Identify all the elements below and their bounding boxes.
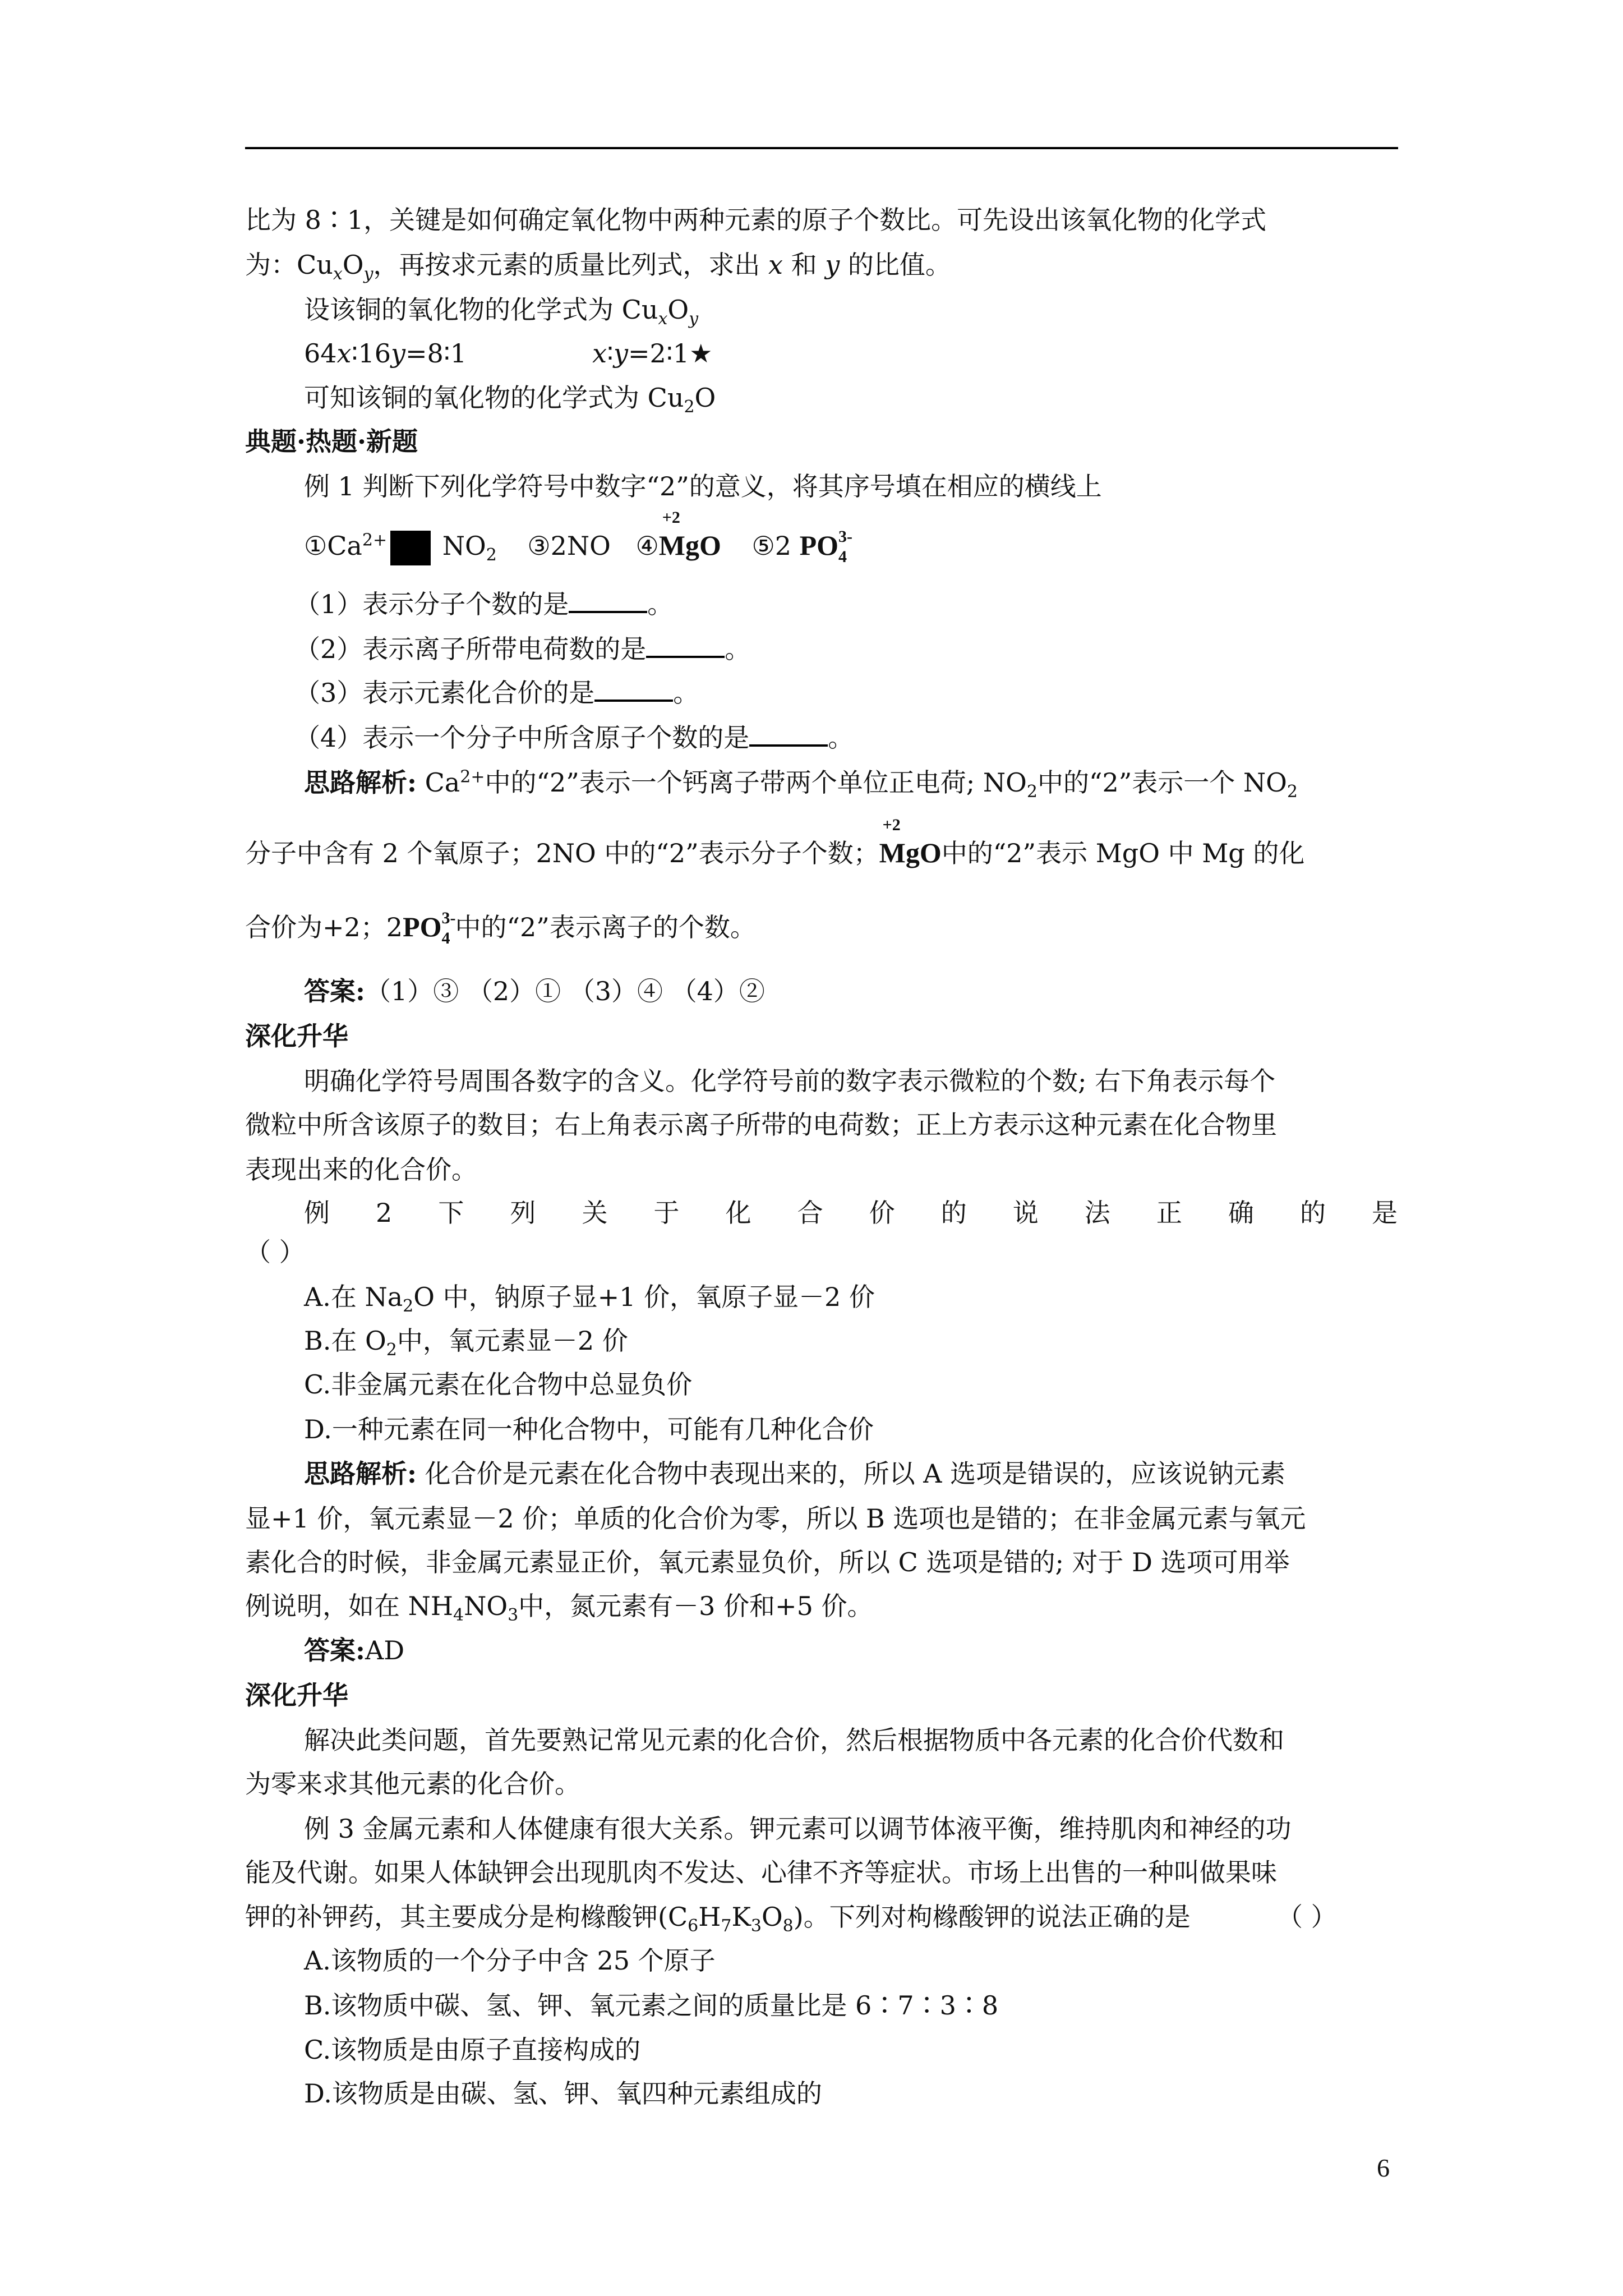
text-line: 明确化学符号周围各数字的含义。化学符号前的数字表示微粒的个数; 右下角表示每个 bbox=[304, 1066, 1276, 1096]
option-c: C.非金属元素在化合物中总显负价 bbox=[304, 1369, 693, 1400]
example-1-options: $①Ca^{2+}$ $NO_2$ ③2NO ④ +2 MgO ⑤2 PO 3- 4 bbox=[304, 508, 853, 566]
answer-parentheses: （ ） bbox=[1277, 1902, 1337, 1932]
text-line: 素化合的时候，非金属元素显正价，氧元素显负价，所以 C 选项是错的; 对于 D 选项可用举 bbox=[245, 1547, 1290, 1577]
redaction-box bbox=[390, 531, 431, 565]
option-d: D.一种元素在同一种化合物中，可能有几种化合价 bbox=[304, 1414, 874, 1444]
example-3-question: 例 3 金属元素和人体健康有很大关系。钾元素可以调节体液平衡，维持肌肉和神经的功 bbox=[304, 1814, 1292, 1844]
mgo-with-valence: +2 MgO bbox=[879, 816, 942, 868]
text-line: 例说明，如在 $NH_4NO_3$中，氮元素有－3 价和+5 价。 bbox=[245, 1591, 873, 1626]
text-line: 能及代谢。如果人体缺钾会出现肌肉不发达、心律不齐等症状。市场上出售的一种叫做果味 bbox=[245, 1857, 1277, 1888]
answer-blank[interactable] bbox=[749, 722, 828, 747]
example-1-answer: 答案:（1）③ （2）① （3）④ （4）② bbox=[304, 976, 765, 1006]
phosphate-ion: PO 3- 4 bbox=[799, 527, 853, 566]
page-number: 6 bbox=[1377, 2154, 1390, 2182]
example-2-question: 例 2 下 列 关 于 化 合 价 的 说 法 正 确 的 是 bbox=[304, 1198, 1398, 1228]
text-line: 设该铜的氧化物的化学式为 $Cu_xO_y$ bbox=[304, 295, 699, 329]
text-line: 为零来求其他元素的化合价。 bbox=[245, 1769, 580, 1799]
option-b: B.该物质中碳、氢、钾、氧元素之间的质量比是 6∶7∶3∶8 bbox=[304, 1990, 999, 2021]
answer-blank[interactable] bbox=[594, 677, 673, 702]
section-heading: 深化升华 bbox=[245, 1680, 348, 1710]
example-1-question: 例 1 判断下列化学符号中数字“2”的意义，将其序号填在相应的横线上 bbox=[304, 471, 1102, 501]
text-line: 微粒中所含该原子的数目；右上角表示离子所带的电荷数；正上方表示这种元素在化合物里 bbox=[245, 1110, 1277, 1140]
text-line: 为：$Cu_xO_y$，再按求元素的质量比列式，求出 x 和 y 的比值。 bbox=[245, 250, 951, 284]
option-a: A.该物质的一个分子中含 25 个原子 bbox=[304, 1945, 716, 1976]
mgo-with-valence: +2 MgO bbox=[658, 508, 721, 561]
text-line: 比为 8∶1，关键是如何确定氧化物中两种元素的原子个数比。可先设出该氧化物的化学式 bbox=[245, 205, 1267, 235]
section-heading: 典题·热题·新题 bbox=[245, 426, 418, 457]
sub-question-4: （4）表示一个分子中所含原子个数的是 。 bbox=[294, 723, 854, 753]
answer-blank[interactable] bbox=[569, 588, 647, 613]
text-line: 合价为+2；2PO 3- 4 中的“2”表示离子的个数。 bbox=[245, 908, 756, 947]
sub-question-1: （1）表示分子个数的是 。 bbox=[294, 589, 674, 619]
example-2-analysis: 思路解析: 化合价是元素在化合物中表现出来的，所以 A 选项是错误的，应该说钠元素 bbox=[304, 1458, 1286, 1489]
example-2-answer: 答案:AD bbox=[304, 1635, 405, 1665]
sub-question-3: （3）表示元素化合价的是 。 bbox=[294, 678, 699, 708]
option-c: C.该物质是由原子直接构成的 bbox=[304, 2035, 641, 2065]
example-1-analysis: 思路解析: $Ca^{2+}$中的“2”表示一个钙离子带两个单位正电荷; $NO_2$中的“2”表示一个 $NO_2$ bbox=[304, 767, 1298, 802]
header-rule bbox=[245, 147, 1398, 149]
text-line: 可知该铜的氧化物的化学式为 $Cu_2O$ bbox=[304, 383, 716, 417]
phosphate-ion: PO 3- 4 bbox=[403, 908, 456, 947]
text-line: 钾的补钾药，其主要成分是枸橼酸钾$(C_6H_7K_3O_8)$。下列对枸橼酸钾的说法正确的是 bbox=[245, 1902, 1191, 1936]
text-line: 分子中含有 2 个氧原子；2NO 中的“2”表示分子个数； +2 MgO中的“2”表示 MgO 中 Mg 的化 bbox=[245, 835, 1304, 880]
answer-blank[interactable] bbox=[646, 633, 725, 658]
section-heading: 深化升华 bbox=[245, 1021, 348, 1051]
text-line: 显+1 价，氧元素显－2 价；单质的化合价为零，所以 B 选项也是错的；在非金属元素与氧元 bbox=[245, 1503, 1306, 1534]
option-a: A.在 $Na_2O$ 中，钠原子显+1 价，氧原子显－2 价 bbox=[304, 1282, 875, 1317]
text-line: 表现出来的化合价。 bbox=[245, 1154, 477, 1185]
option-b: B.在 $O_2$中，氧元素显－2 价 bbox=[304, 1326, 628, 1360]
option-d: D.该物质是由碳、氢、钾、氧四种元素组成的 bbox=[304, 2078, 822, 2109]
sub-question-2: （2）表示离子所带电荷数的是 。 bbox=[294, 634, 751, 664]
text-line: 64x∶16y=8∶1 x∶y=2∶1★ bbox=[304, 338, 713, 369]
answer-parentheses: （ ） bbox=[245, 1237, 305, 1267]
text-line: 解决此类问题，首先要熟记常见元素的化合价，然后根据物质中各元素的化合价代数和 bbox=[304, 1725, 1284, 1755]
